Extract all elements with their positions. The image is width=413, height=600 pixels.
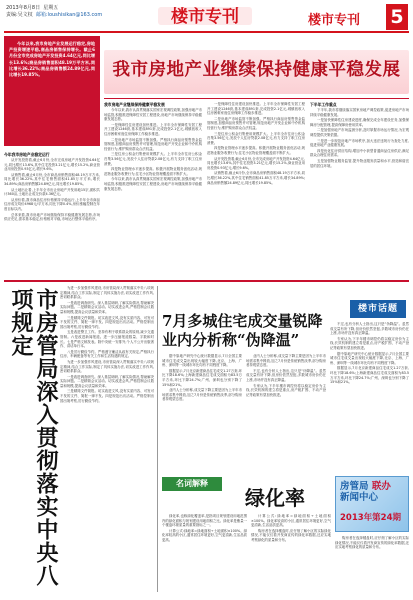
glossary-story-para: 计算公式:绿地率=绿地面积÷土地面积×100%。绿化率较高的小区,通常居住环境更好,空气更清新,生活品质更高。 bbox=[162, 528, 247, 542]
right-article-heading: 下半年工作重点 bbox=[310, 102, 337, 107]
main-headline-band bbox=[104, 50, 409, 94]
right-article bbox=[310, 102, 409, 276]
vertical-story-para: 三是精简文件简报。切实改进文风,没有实质内容、可发可不发的文件、简报一律不发。四是规范出访活动。严格控制出国出境考察,厉行勤俭节约。 bbox=[60, 315, 154, 329]
vertical-story-para: 一是改进调查研究。深入基层调研,了解实际情况,帮助解决实际问题。二是精简会议活动。切实改进会风,严格控制会议数量和规模,提高会议质量和效率。 bbox=[60, 300, 154, 314]
vertical-story-para: 三是精简文件简报。切实改进文风,没有实质内容、可发可不发的文件、简报一律不发。四是规范出访活动。严格控制出国出境考察,厉行勤俭节约。 bbox=[60, 389, 154, 403]
center-article-para: 四是物业管理水平逐步提高。积极开展物业服务创优活动,规范物业服务收费行为,住宅小区物业管理覆盖面不断扩大。 bbox=[207, 146, 305, 155]
market-story-para: 业内人士分析称,成交量下降主要是因为上半年市场需求集中释放,加之7月份是传统销售淡季,部分购房者持观望态度。 bbox=[246, 354, 326, 368]
vertical-story-para: 八是厉行勤俭节约。严格遵守廉洁从政有关规定,严格执行住房、车辆配备等有关工作和生活待遇的规定。 bbox=[60, 349, 154, 359]
editor-email: 邮箱:loushisikan@163.com bbox=[35, 12, 103, 18]
promo-line3: 联办 bbox=[371, 481, 391, 492]
center-article bbox=[207, 102, 305, 276]
market-story-para: 业内人士分析称,成交量下降主要是因为上半年市场需求集中释放,加之7月份是传统销售淡季,部分购房者持观望态度。 bbox=[162, 388, 242, 402]
market-story-para: 据中原地产研究中心统计数据显示,7月全国主要城市住宅成交量出现较大幅度下降,北京、上海、广州、深圳等一线城市环比均有不同程度下降。 bbox=[162, 354, 242, 368]
right-article-para: 五是加强物业服务监管,提升物业服务质量和水平,营造和谐宜居的居住环境。 bbox=[310, 158, 409, 168]
masthead-text: 楼市专刊 bbox=[171, 7, 239, 27]
mid-article-para: 三是住房公积金归集使用规模扩大。上半年全市住房公积金归集3.56亿元,发放个人住房贷款2.08亿元,有力支持了职工住房消费。 bbox=[104, 152, 202, 166]
market-story-para: 专家认为,下半年楼市调控仍将以稳定房价为主线,长效机制的建立将是重点,房产税扩围、不动产登记等政策有望加快推进。 bbox=[246, 383, 326, 397]
market-story-c bbox=[330, 322, 409, 472]
market-headline: 7月多城住宅成交量锐降 业内分析称“伪降温” bbox=[162, 312, 323, 349]
vertical-story-para: 一是改进调查研究。深入基层调研,了解实际情况,帮助解决实际问题。二是精简会议活动。切实改进会风,严格控制会议数量和规模,提高会议质量和效率。 bbox=[60, 374, 154, 388]
header-rule bbox=[4, 31, 409, 33]
intro-box bbox=[4, 36, 100, 146]
right-article-para: 下半年,我市将继续落实国家房地产调控政策,促进房地产市场持续平稳健康发展。 bbox=[310, 108, 409, 117]
intro-text: 今年以来,我市房地产业发展运行稳定,房地产投资增速平稳,商品房销售保持增长。截止6月份全市完成房地产开发投资4.64亿元,同比增长13.6%;商品房销售面积48.19万平方米,同比增长36.22%;商品房销售额24.89亿元,同比增长19.85%。 bbox=[9, 41, 95, 78]
left-article bbox=[4, 152, 100, 276]
right-article-para: 一是加快保障性住房建设进度,确保完成全年建设任务,加强保障房分配管理,提高保障房使用效率。 bbox=[310, 118, 409, 127]
left-article-para: 从土地出让看,上半年全市出让房地产开发用地15宗,面积共计360亩,土地出让成交价款4.36亿元。 bbox=[4, 187, 100, 197]
left-article-para: 从房价看,我市商品住房价格保持平稳运行,上半年全市商品住房成交均价4968元/平方米,同比下降0.4%,房价涨幅控制在年度目标以内。 bbox=[4, 197, 100, 211]
left-article-heading: 今年我市房地产业稳定运行 bbox=[4, 152, 50, 157]
right-article-para: 四是优化住房供应结构,增加中小套型普通商品住房供应,满足群众合理住房需求。 bbox=[310, 148, 409, 158]
market-story-para: 据中原地产研究中心统计数据显示,7月全国主要城市住宅成交量出现较大幅度下降,北京、上海、广州、深圳等一线城市环比均有不同程度下降。 bbox=[330, 351, 409, 365]
masthead-logo bbox=[150, 3, 260, 29]
right-article-para: 二是加强房地产市场监测分析,及时掌握市场运行情况,为宏观调控提供决策依据。 bbox=[310, 128, 409, 137]
promo-box bbox=[335, 476, 409, 532]
glossary-story-para: 绿化率,也称绿化覆盖率,是指项目规划建设用地范围内的绿化面积与规划建设用地面积之比。绿化率是衡量一个楼盘环境质量的重要指标之一。 bbox=[162, 514, 247, 528]
center-article-para: 二是房地产市场监管不断加强。严格执行商品房预售资金监管制度,加强商品房预售许可管理,规范房地产开发企业和中介机构经营行为,维护购房群众合法权益。 bbox=[207, 116, 305, 130]
mid-article-heading: 我市房地产业继续保持健康平稳发展 bbox=[104, 102, 165, 107]
vertical-story-para: 五是改进警卫工作。坚持有利于联系群众的原则,减少交通管制。六是改进新闻报道。进一步压缩报道数量、字数和时长。七是严格文稿发表。除中央统一安排外,个人不公开出版著作、讲话单行本。 bbox=[60, 330, 154, 349]
promo-under-para: 购房者在选择楼盘时,应仔细了解小区的实际绿化情况,不能仅仅看开发商宣传的绿化率数据,还应实地考察绿化的质量和分布。 bbox=[335, 536, 409, 550]
promo-line1: 房管局 bbox=[340, 481, 369, 492]
issue-weekday: 星期五 bbox=[43, 5, 59, 11]
mid-article-para: 一是保障性住房建设加快推进。上半年全市保障性安居工程开工建设1246套,基本建成891套,完成投资2.1亿元,城镇低收入住房困难家庭住房保障工作稳步推进。 bbox=[104, 122, 202, 136]
glossary-story-a bbox=[162, 514, 247, 594]
vertical-story bbox=[60, 286, 154, 592]
issue-date: 2013年8月8日 bbox=[6, 5, 41, 11]
market-story-para: 不过,也有分析人士指出,这只是“伪降温”。虽然成交量有所下降,但房价依然坚挺,多数城市房价仍在上涨,市场并没有真正降温。 bbox=[330, 322, 409, 336]
glossary-story-b bbox=[251, 514, 331, 594]
center-article-para: 一是保障性住房建设加快推进。上半年全市保障性安居工程开工建设1246套,基本建成891套,完成投资2.1亿元,城镇低收入住房困难家庭住房保障工作稳步推进。 bbox=[207, 102, 305, 116]
mid-article bbox=[104, 102, 202, 276]
market-tag bbox=[350, 300, 406, 318]
left-article-para: 从销售看,截止6月份,全市商品房销售面积48.19万平方米,同比增长36.22%,其中住宅销售面积41.85万平方米,增长34.89%;商品房销售额24.89亿元,同比增长19.85%。 bbox=[4, 172, 100, 186]
column-divider bbox=[157, 286, 158, 592]
section-rule bbox=[4, 280, 409, 282]
center-article-para: 从开发投资看,截止6月份,全市完成房地产开发投资4.64亿元,同比增长13.6%,其中住宅投资3.21亿元,增长15.2%,商业营业用房投资0.93亿元,增长9.6%。 bbox=[207, 156, 305, 170]
center-article-para: 从销售看,截止6月份,全市商品房销售面积48.19万平方米,同比增长36.22%,其中住宅销售面积41.85万平方米,增长34.89%;商品房销售额24.89亿元,同比增长19.85%。 bbox=[207, 171, 305, 185]
glossary-story-para: 购房者在选择楼盘时,应仔细了解小区的实际绿化情况,不能仅仅看开发商宣传的绿化率数据,还应实地考察绿化的质量和分布。 bbox=[251, 528, 331, 542]
editor-name: 责编:吴文权 bbox=[6, 12, 33, 18]
page-number: 5 bbox=[386, 4, 408, 30]
glossary-story-para: 计算公式:绿地率=绿地面积÷土地面积×100%。绿化率较高的小区,通常居住环境更好,空气更清新,生活品质更高。 bbox=[251, 514, 331, 528]
vertical-story-para: 为进一步加强作风建设,市房管局深入贯彻落实中央八项规定精神,结合工作实际,制定了具体实施办法,切实改进工作作风,密切联系群众。 bbox=[60, 286, 154, 300]
mid-article-para: 四是物业管理水平逐步提高。积极开展物业服务创优活动,规范物业服务收费行为,住宅小区物业管理覆盖面不断扩大。 bbox=[104, 167, 202, 176]
market-story-b bbox=[246, 354, 326, 472]
mid-article-para: 今年以来,我市认真贯彻落实国家宏观调控政策,加强房地产市场监管,积极推进保障性安居工程建设,房地产市场继续保持平稳健康发展态势。 bbox=[104, 108, 202, 122]
header-meta bbox=[6, 5, 102, 19]
glossary-tag-label: 名词解释 bbox=[176, 479, 208, 488]
promo-issue: 2013年第24期 bbox=[340, 513, 401, 523]
market-story-para: 数据显示,7月北京新建商品住宅成交1.27万套,环比下降18.6%;上海新建商品住宅成交面积为83.5万平方米,环比下降24.7%;广州、深圳也分别下降了15%和21%。 bbox=[162, 368, 242, 387]
page-header bbox=[0, 0, 413, 32]
market-tag-label: 楼市话题 bbox=[357, 304, 398, 314]
headline-divider bbox=[104, 98, 409, 99]
market-story-para: 专家认为,下半年楼市调控仍将以稳定房价为主线,长效机制的建立将是重点,房产税扩围、不动产登记等政策有望加快推进。 bbox=[330, 336, 409, 350]
section-title: 楼市专刊 bbox=[308, 13, 361, 28]
left-article-para: 总体来看,我市房地产市场继续保持平稳健康发展态势,市场供应充足,需求基本稳定,价格相对平稳,市场运行整体平稳有序。 bbox=[4, 212, 100, 222]
vertical-story-para: 为进一步加强作风建设,市房管局深入贯彻落实中央八项规定精神,结合工作实际,制定了具体实施办法,切实改进工作作风,密切联系群众。 bbox=[60, 359, 154, 374]
promo-under-text bbox=[335, 536, 409, 594]
mid-article-para: 今年以来,我市认真贯彻落实国家宏观调控政策,加强房地产市场监管,积极推进保障性安居工程建设,房地产市场继续保持平稳健康发展态势。 bbox=[104, 177, 202, 191]
center-article-para: 三是住房公积金归集使用规模扩大。上半年全市住房公积金归集3.56亿元,发放个人住房贷款2.08亿元,有力支持了职工住房消费。 bbox=[207, 131, 305, 145]
market-story-a bbox=[162, 354, 242, 472]
promo-line2: 新闻中心 bbox=[340, 492, 379, 503]
main-headline: 我市房地产业继续保持健康平稳发展 bbox=[112, 60, 401, 80]
market-story-para: 不过,也有分析人士指出,这只是“伪降温”。虽然成交量有所下降,但房价依然坚挺,多数城市房价仍在上涨,市场并没有真正降温。 bbox=[246, 368, 326, 382]
glossary-title: 绿化率 bbox=[245, 486, 305, 510]
market-story-para: 数据显示,7月北京新建商品住宅成交1.27万套,环比下降18.6%;上海新建商品住宅成交面积为83.5万平方米,环比下降24.7%;广州、深圳也分别下降了15%和21%。 bbox=[330, 366, 409, 385]
mid-article-para: 二是房地产市场监管不断加强。严格执行商品房预售资金监管制度,加强商品房预售许可管理,规范房地产开发企业和中介机构经营行为,维护购房群众合法权益。 bbox=[104, 137, 202, 151]
vertical-headline: 市房管局深入贯彻落实中央八项规定 bbox=[8, 288, 59, 587]
left-article-para: 从开发投资看,截止6月份,全市完成房地产开发投资4.64亿元,同比增长13.6%,其中住宅投资3.21亿元,增长15.2%,商业营业用房投资0.93亿元,增长9.6%。 bbox=[4, 158, 100, 172]
glossary-tag bbox=[162, 477, 222, 491]
right-article-para: 三是进一步规范房地产市场秩序,加大违法违规行为查处力度,促进房地产业健康发展。 bbox=[310, 138, 409, 148]
